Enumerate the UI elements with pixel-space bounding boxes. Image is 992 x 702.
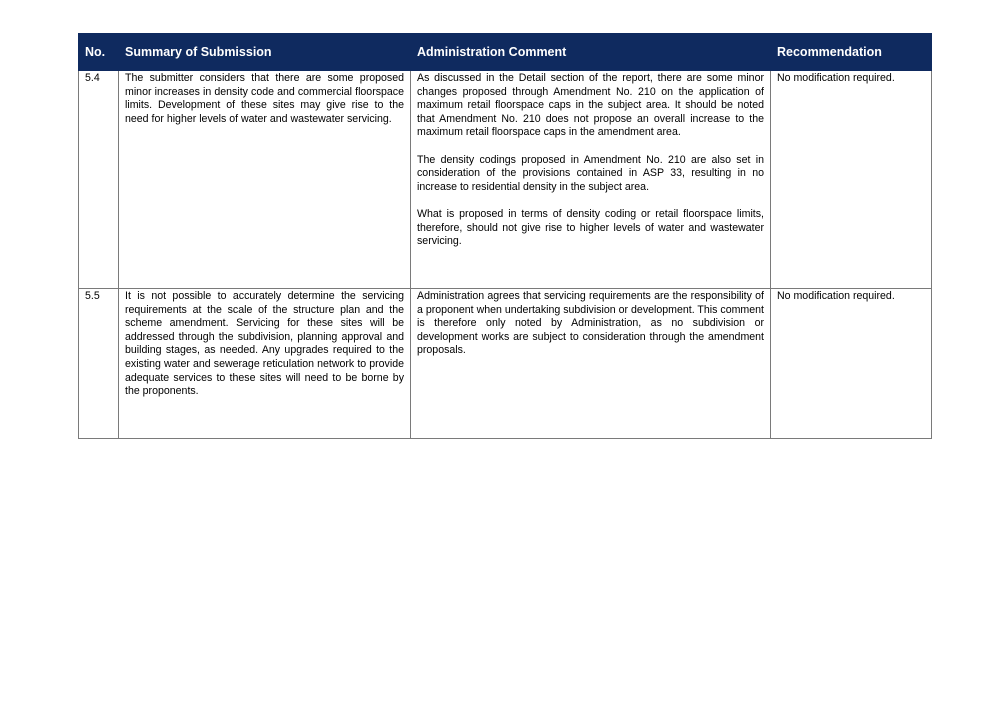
row-number: 5.5 (79, 289, 119, 439)
comment-paragraph: Administration agrees that servicing requirements are the responsibility of a proponent when undertaking subdivision or development. This comment is therefore only noted by Administration, as no subdivision or development works are subject to consideration through the amendment proposals. (417, 290, 764, 357)
table-header (79, 34, 932, 71)
table-row (79, 289, 932, 439)
header-no: No. (79, 34, 119, 71)
comment-paragraph: The density codings proposed in Amendment No. 210 are also set in consideration of the provisions contained in ASP 33, resulting in no increase to residential density in the subject area. (417, 153, 764, 193)
administration-comment (411, 289, 771, 439)
submission-summary: The submitter considers that there are some proposed minor increases in density code and commercial floorspace limits. Development of these sites may give rise to the need for higher levels of water and wastewater servicing. (119, 71, 411, 289)
comment-paragraph: What is proposed in terms of density coding or retail floorspace limits, therefore, should not give rise to higher levels of water and wastewater servicing. (417, 207, 764, 248)
comment-paragraph: As discussed in the Detail section of the report, there are some minor changes proposed through Amendment No. 210 on the application of maximum retail floorspace caps in the subject area. It should be noted that Amendment No. 210 does not propose an overall increase to the maximum retail floorspace caps in the amendment area. (417, 72, 764, 139)
header-summary: Summary of Submission (119, 34, 411, 71)
table-row (79, 71, 932, 289)
recommendation: No modification required. (771, 71, 932, 289)
recommendation: No modification required. (771, 289, 932, 439)
header-comment: Administration Comment (411, 34, 771, 71)
administration-comment (411, 71, 771, 289)
header-row (79, 34, 932, 71)
header-recommendation: Recommendation (771, 34, 932, 71)
submissions-table (78, 33, 932, 439)
submission-summary: It is not possible to accurately determine the servicing requirements at the scale of the structure plan and the scheme amendment. Servicing for these sites will be addressed through the subdivision, planning approval and building stages, as needed. Any upgrades required to the existing water and sewerage reticulation network to provide adequate services to these sites will need to be borne by the proponents. (119, 289, 411, 439)
row-number: 5.4 (79, 71, 119, 289)
table-body (79, 71, 932, 439)
